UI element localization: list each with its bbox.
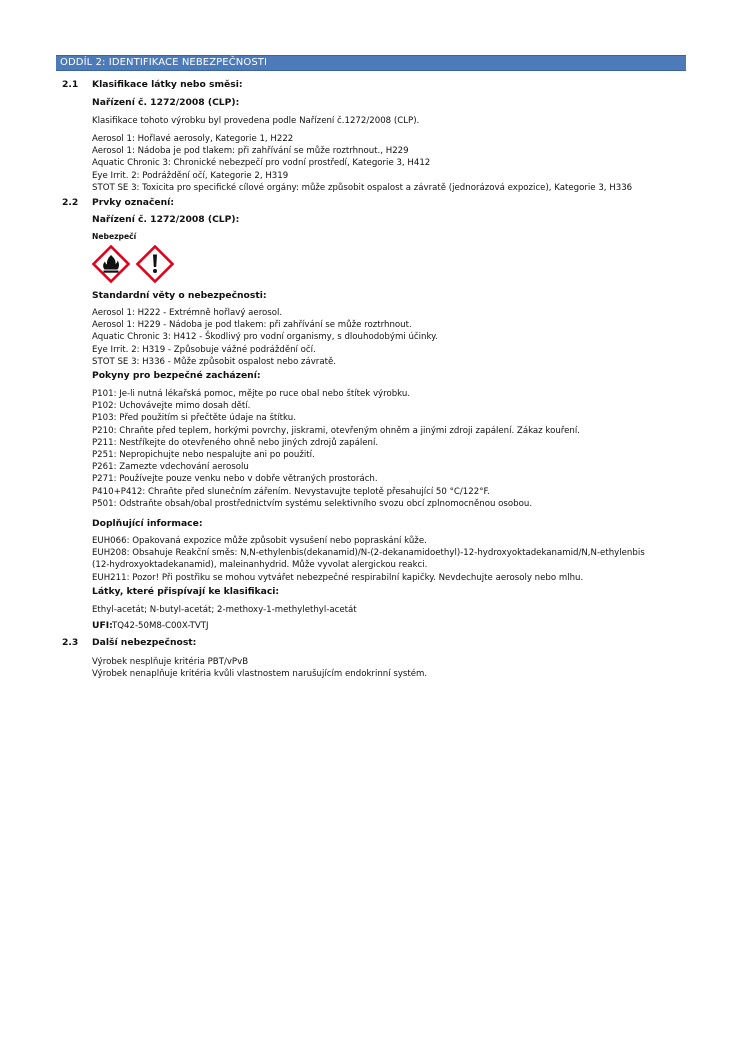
supplementary-info-title: Doplňující informace: (92, 518, 203, 529)
classification-item: Eye Irrit. 2: Podráždění očí, Kategorie 2, H319 (92, 170, 289, 181)
hazard-statement: Aerosol 1: H229 - Nádoba je pod tlakem: při zahřívání se může roztrhnout. (92, 320, 412, 331)
subsection-title-2-3: Další nebezpečnost: (92, 637, 197, 648)
classification-list (92, 133, 692, 194)
hazard-statements-title: Standardní věty o nebezpečnosti: (92, 290, 267, 301)
hazard-statement: STOT SE 3: H336 - Může způsobit ospalost nebo závratě. (92, 356, 336, 367)
precautionary-statements-title: Pokyny pro bezpečné zacházení: (92, 370, 261, 381)
supplementary-statement: EUH066: Opakovaná expozice může způsobit vysušení nebo popraskání kůže. (92, 536, 427, 546)
precautionary-statements-list (92, 388, 692, 510)
regulation-heading-2-1: Nařízení č. 1272/2008 (CLP): (92, 97, 240, 108)
precautionary-statement: P261: Zamezte vdechování aerosolu (92, 462, 249, 473)
supplementary-statement: (12-hydroxyoktadekanamid), maleinanhydrid. Může vyvolat alergickou reakci. (92, 560, 428, 571)
classification-item: Aerosol 1: Nádoba je pod tlakem: při zahřívání se může roztrhnout., H229 (92, 146, 409, 157)
other-hazard-line: Výrobek nesplňuje kritéria PBT/vPvB (92, 657, 249, 667)
ufi-label: UFI: (92, 620, 113, 631)
precautionary-statement: P102: Uchovávejte mimo dosah dětí. (92, 401, 251, 412)
supplementary-info-list (92, 535, 692, 584)
hazard-statement: Eye Irrit. 2: H319 - Způsobuje vážné podráždění očí. (92, 344, 316, 355)
ghs-pictograms (92, 245, 182, 285)
contributing-substances: Ethyl-acetát; N-butyl-acetát; 2-methoxy-1-methylethyl-acetát (92, 605, 357, 615)
precautionary-statement: P410+P412: Chraňte před slunečním zářením. Nevystavujte teplotě přesahující 50 °C/122°F. (92, 486, 490, 497)
hazard-statements-list (92, 307, 692, 368)
contributing-substances-title: Látky, které přispívají ke klasifikaci: (92, 586, 280, 597)
precautionary-statement: P211: Nestříkejte do otevřeného ohně nebo jiných zdrojů zapálení. (92, 437, 379, 448)
section-title: ODDÍL 2: IDENTIFIKACE NEBEZPEČNOSTI (60, 57, 268, 68)
classification-item: Aquatic Chronic 3: Chronické nebezpečí pro vodní prostředí, Kategorie 3, H412 (92, 158, 431, 169)
hazard-statement: Aerosol 1: H222 - Extrémně hořlavý aerosol. (92, 308, 283, 318)
supplementary-statement: EUH211: Pozor! Při postřiku se mohou vytvářet nebezpečné respirabilní kapičky. Nevdechujte aerosoly nebo mlhu. (92, 572, 584, 583)
precautionary-statement: P103: Před použitím si přečtěte údaje na štítku. (92, 413, 296, 424)
other-hazards-list (92, 656, 692, 680)
classification-item: STOT SE 3: Toxicita pro specifické cílové orgány: může způsobit ospalost a závratě (jednorázová expozice), Kategorie 3, H336 (92, 182, 633, 193)
subsection-number-2-3: 2.3 (62, 637, 79, 648)
supplementary-statement: EUH208: Obsahuje Reakční směs: N,N-ethylenbis(dekanamid)/N-(2-dekanamidoethyl)-12-hydroxyoktadekanamid/N,N-ethylenbis (92, 548, 645, 559)
subsection-number-2-1: 2.1 (62, 79, 79, 90)
ufi-value: TQ42-50M8-C00X-TVTJ (112, 621, 209, 631)
subsection-number-2-2: 2.2 (62, 197, 79, 208)
precautionary-statement: P271: Používejte pouze venku nebo v dobře větraných prostorách. (92, 474, 378, 485)
exclamation-pictogram-icon (136, 245, 174, 283)
flame-pictogram-icon (92, 245, 130, 283)
subsection-title-2-2: Prvky označení: (92, 197, 174, 208)
precautionary-statement: P101: Je-li nutná lékařská pomoc, mějte po ruce obal nebo štítek výrobku. (92, 389, 411, 399)
precautionary-statement: P251: Nepropichujte nebo nespalujte ani po použití. (92, 450, 315, 461)
other-hazard-line: Výrobek nenaplňuje kritéria kvůli vlastnostem narušujícím endokrinní systém. (92, 669, 428, 680)
subsection-title-2-1: Klasifikace látky nebo směsi: (92, 79, 243, 90)
regulation-heading-2-2: Nařízení č. 1272/2008 (CLP): (92, 214, 240, 225)
signal-word: Nebezpečí (92, 232, 137, 241)
hazard-statement: Aquatic Chronic 3: H412 - Škodlivý pro vodní organismy, s dlouhodobými účinky. (92, 332, 438, 343)
section-header-bar (56, 55, 686, 71)
classification-item: Aerosol 1: Hořlavé aerosoly, Kategorie 1, H222 (92, 134, 294, 144)
precautionary-statement: P501: Odstraňte obsah/obal prostřednictvím systému selektivního svozu obcí zplnomocněnou osobou. (92, 498, 533, 509)
classification-intro: Klasifikace tohoto výrobku byl provedena podle Nařízení č.1272/2008 (CLP). (92, 116, 420, 126)
precautionary-statement: P210: Chraňte před teplem, horkými povrchy, jiskrami, otevřeným ohněm a jinými zdroji zapálení. Zákaz kouření. (92, 425, 580, 436)
